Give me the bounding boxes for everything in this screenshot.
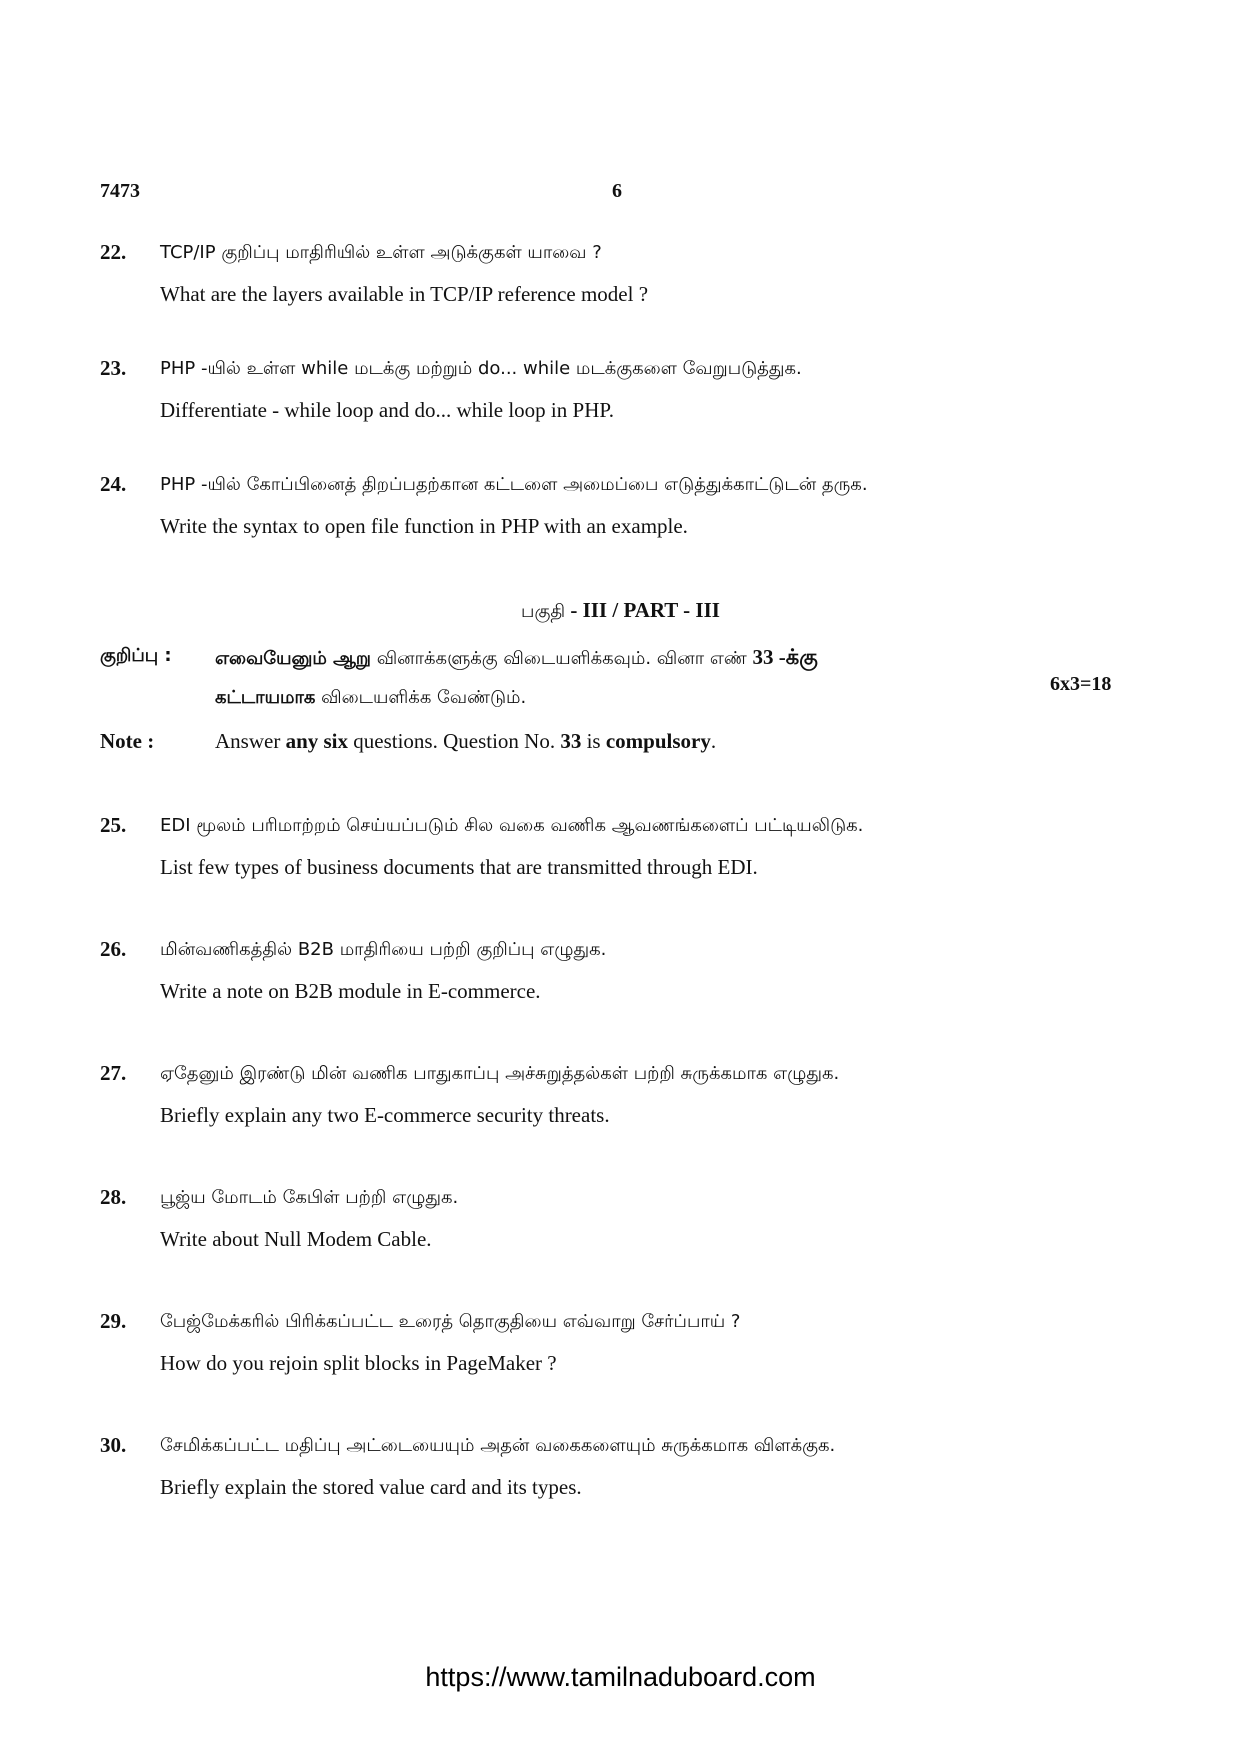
page-number: 6	[612, 180, 622, 202]
question-english: How do you rejoin split blocks in PageMaker ?	[160, 1351, 557, 1375]
question-number: 22.	[100, 240, 127, 264]
question-tamil: பேஜ்மேக்கரில் பிரிக்கப்பட்ட உரைத் தொகுதியை எவ்வாறு சேர்ப்பாய் ?	[160, 1311, 741, 1332]
question-number: 29.	[100, 1309, 127, 1333]
note-tamil-bold-3: கட்டாயமாக	[215, 687, 316, 708]
note-tamil-line-1	[215, 645, 818, 672]
question-tamil: TCP/IP குறிப்பு மாதிரியில் உள்ள அடுக்குகள் யாவை ?	[160, 242, 602, 263]
note-text-1: Answer	[215, 729, 281, 753]
question-english: Differentiate - while loop and do... while loop in PHP.	[160, 398, 614, 422]
paper-code: 7473	[100, 180, 140, 202]
note-text-bold-3: compulsory	[605, 729, 711, 753]
note-tamil-line-2	[215, 687, 526, 710]
part-heading	[0, 598, 1241, 624]
question-english: Write the syntax to open file function in PHP with an example.	[160, 514, 688, 538]
marks-allocation: 6x3=18	[1050, 673, 1112, 695]
note-tamil-label: குறிப்பு :	[100, 645, 172, 666]
note-text-bold-1: any six	[285, 729, 349, 753]
note-label: Note :	[100, 729, 155, 753]
note-tamil-text-2: விடையளிக்க வேண்டும்.	[321, 687, 527, 708]
note-tamil-bold-2: 33 -க்கு	[752, 645, 818, 669]
question-english: Briefly explain the stored value card and its types.	[160, 1475, 582, 1499]
footer-url: https://www.tamilnaduboard.com	[425, 1662, 816, 1692]
question-tamil: PHP -யில் உள்ள while மடக்கு மற்றும் do... while மடக்குகளை வேறுபடுத்துக.	[160, 358, 802, 379]
note-text	[215, 729, 716, 754]
question-tamil: பூஜ்ய மோடம் கேபிள் பற்றி எழுதுக.	[160, 1187, 459, 1208]
note-tamil-text-1: வினாக்களுக்கு விடையளிக்கவும். வினா எண்	[376, 648, 747, 669]
question-tamil: மின்வணிகத்தில் B2B மாதிரியை பற்றி குறிப்பு எழுதுக.	[160, 939, 607, 960]
question-number: 25.	[100, 813, 127, 837]
question-number: 30.	[100, 1433, 127, 1457]
question-english: Write about Null Modem Cable.	[160, 1227, 432, 1251]
question-number: 26.	[100, 937, 127, 961]
question-number: 27.	[100, 1061, 127, 1085]
question-english: List few types of business documents that are transmitted through EDI.	[160, 855, 758, 879]
part-title: - III / PART - III	[570, 598, 720, 622]
question-number: 23.	[100, 356, 127, 380]
question-english: Write a note on B2B module in E-commerce.	[160, 979, 541, 1003]
question-english: Briefly explain any two E-commerce security threats.	[160, 1103, 610, 1127]
note-text-3: is	[586, 729, 601, 753]
question-tamil: சேமிக்கப்பட்ட மதிப்பு அட்டையையும் அதன் வகைகளையும் சுருக்கமாக விளக்குக.	[160, 1435, 836, 1456]
question-english: What are the layers available in TCP/IP reference model ?	[160, 282, 649, 306]
note-text-bold-2: 33	[560, 729, 582, 753]
question-tamil: ஏதேனும் இரண்டு மின் வணிக பாதுகாப்பு அச்சுறுத்தல்கள் பற்றி சுருக்கமாக எழுதுக.	[160, 1063, 840, 1084]
question-tamil: EDI மூலம் பரிமாற்றம் செய்யப்படும் சில வகை வணிக ஆவணங்களைப் பட்டியலிடுக.	[160, 815, 864, 836]
note-text-4: .	[710, 729, 717, 753]
question-tamil: PHP -யில் கோப்பினைத் திறப்பதற்கான கட்டளை அமைப்பை எடுத்துக்காட்டுடன் தருக.	[160, 474, 868, 495]
question-number: 24.	[100, 472, 127, 496]
question-number: 28.	[100, 1185, 127, 1209]
note-tamil-bold-1: எவையேனும் ஆறு	[215, 648, 371, 669]
part-tamil-label: பகுதி	[521, 601, 566, 622]
note-text-2: questions. Question No.	[353, 729, 556, 753]
